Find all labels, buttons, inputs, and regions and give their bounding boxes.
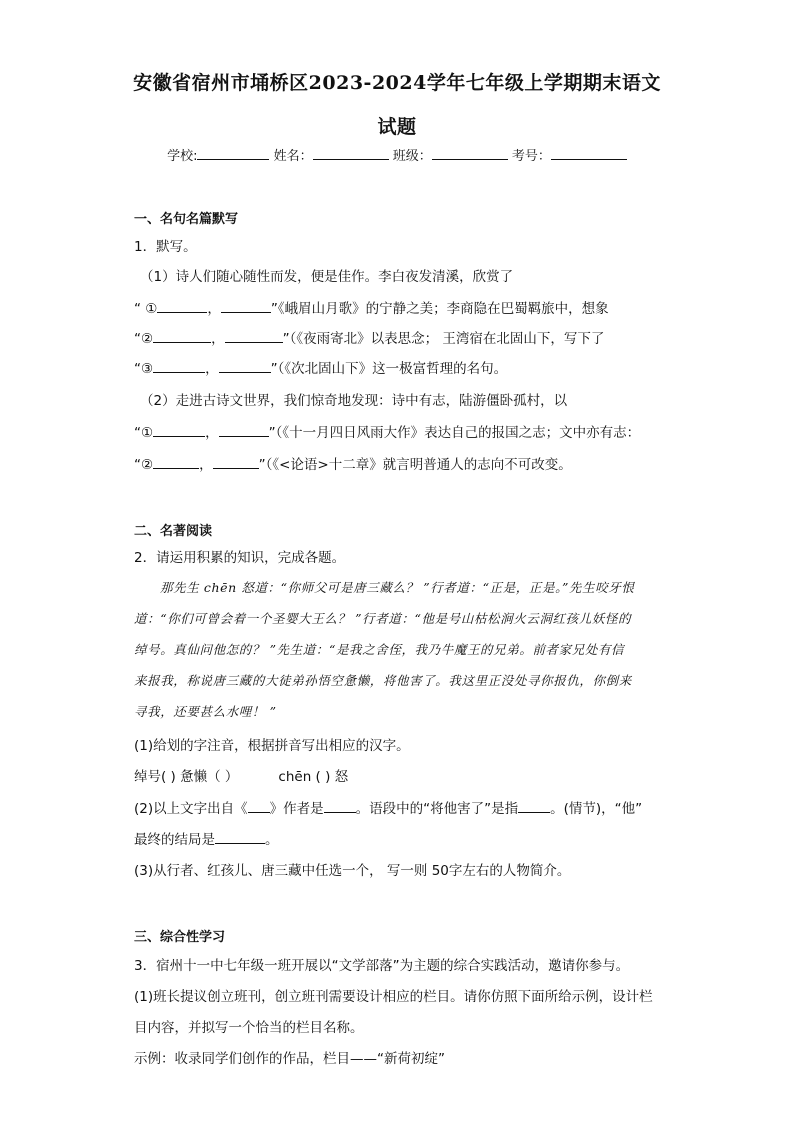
answer-blank [324, 801, 356, 813]
answer-blank [248, 801, 270, 813]
question-2-part-2: (2)以上文字出自《 》作者是 。语段中的“将他害了”是指 。(情节)，“他” [134, 801, 643, 817]
answer-blank [153, 331, 211, 343]
school-label: 学校: [167, 149, 198, 164]
question-2-part-2-continued: 最终的结局是 。 [134, 832, 279, 848]
name-label: 姓名： [273, 149, 313, 164]
fill-line-4: “① ， ”（《十一月四日风雨大作》表达自己的报国之志；文中亦有志： [134, 425, 641, 441]
excerpt-line: 那先生 chēn 怒道：“你师父可是唐三藏么？ ”行者道：“正是，正是。”先生咬牙恨 [160, 580, 635, 595]
excerpt-line: 道：“你们可曾会着一个圣婴大王么？ ”行者道：“他是号山枯松涧火云洞红孩儿妖怪的 [134, 611, 632, 626]
answer-blank [213, 457, 259, 469]
class-blank [432, 147, 508, 160]
excerpt-line: 寻我，还要甚么水哩！ ” [134, 704, 277, 719]
school-blank [197, 147, 269, 160]
pinyin-blanks: 绰号( ) 惫懒（ ） chēn ( ) 怒 [134, 769, 349, 785]
fill-line-3: “③ ， ”（《次北固山下》这一极富哲理的名句。 [134, 361, 508, 377]
question-3-part-1: (1)班长提议创立班刊，创立班刊需要设计相应的栏目。请你仿照下面所给示例，设计栏 [134, 989, 653, 1005]
answer-blank [157, 301, 207, 313]
fill-line-2: “② ， ”（《夜雨寄北》以表思念； 王湾宿在北固山下，写下了 [134, 331, 605, 347]
question-2: 2．请运用积累的知识，完成各题。 [134, 550, 346, 566]
class-label: 班级： [392, 149, 432, 164]
question-3-part-1-continued: 目内容，并拟写一个恰当的栏目名称。 [134, 1020, 364, 1036]
section-1-heading: 一、名句名篇默写 [134, 212, 239, 227]
question-3-example: 示例：收录同学们创作的作品，栏目——“新荷初绽” [134, 1051, 445, 1067]
question-1-part-1-intro: （1）诗人们随心随性而发，便是佳作。李白夜发清溪，欣赏了 [140, 269, 514, 285]
section-3-heading: 三、综合性学习 [134, 930, 226, 945]
section-2-heading: 二、名著阅读 [134, 524, 213, 539]
exam-title-continued: 试题 [377, 116, 417, 138]
answer-blank [219, 425, 269, 437]
answer-blank [518, 801, 550, 813]
answer-blank [219, 361, 271, 373]
answer-blank [153, 425, 205, 437]
number-label: 考号： [511, 149, 551, 164]
fill-line-5: “② ， ”（《<论语>十二章》就言明普通人的志向不可改变。 [134, 457, 572, 473]
fill-line-1: “ ① ， ”《峨眉山月歌》的宁静之美；李商隐在巴蜀羁旅中，想象 [134, 301, 609, 317]
question-2-part-3: (3)从行者、红孩儿、唐三藏中任选一个， 写一则 50字左右的人物简介。 [134, 863, 571, 879]
number-blank [551, 147, 627, 160]
question-1-part-2-intro: （2）走进古诗文世界，我们惊奇地发现：诗中有志，陆游僵卧孤村，以 [140, 393, 568, 409]
answer-blank [221, 301, 271, 313]
exam-title: 安徽省宿州市埇桥区2023-2024学年七年级上学期期末语文 [133, 72, 661, 94]
question-1: 1．默写。 [134, 239, 197, 255]
name-blank [313, 147, 389, 160]
answer-blank [153, 457, 199, 469]
excerpt-line: 绰号。真仙问他怎的？ ”先生道：“是我之舍侄，我乃牛魔王的兄弟。前者家兄处有信 [134, 642, 625, 657]
student-info-row [0, 145, 794, 164]
excerpt-line: 来报我，称说唐三藏的大徒弟孙悟空惫懒，将他害了。我这里正没处寻你报仇，你倒来 [134, 673, 632, 688]
question-3: 3．宿州十一中七年级一班开展以“文学部落”为主题的综合实践活动，邀请你参与。 [134, 958, 630, 974]
answer-blank [153, 361, 205, 373]
question-2-part-1: (1)给划的字注音，根据拼音写出相应的汉字。 [134, 738, 410, 754]
answer-blank [215, 832, 265, 844]
answer-blank [225, 331, 283, 343]
